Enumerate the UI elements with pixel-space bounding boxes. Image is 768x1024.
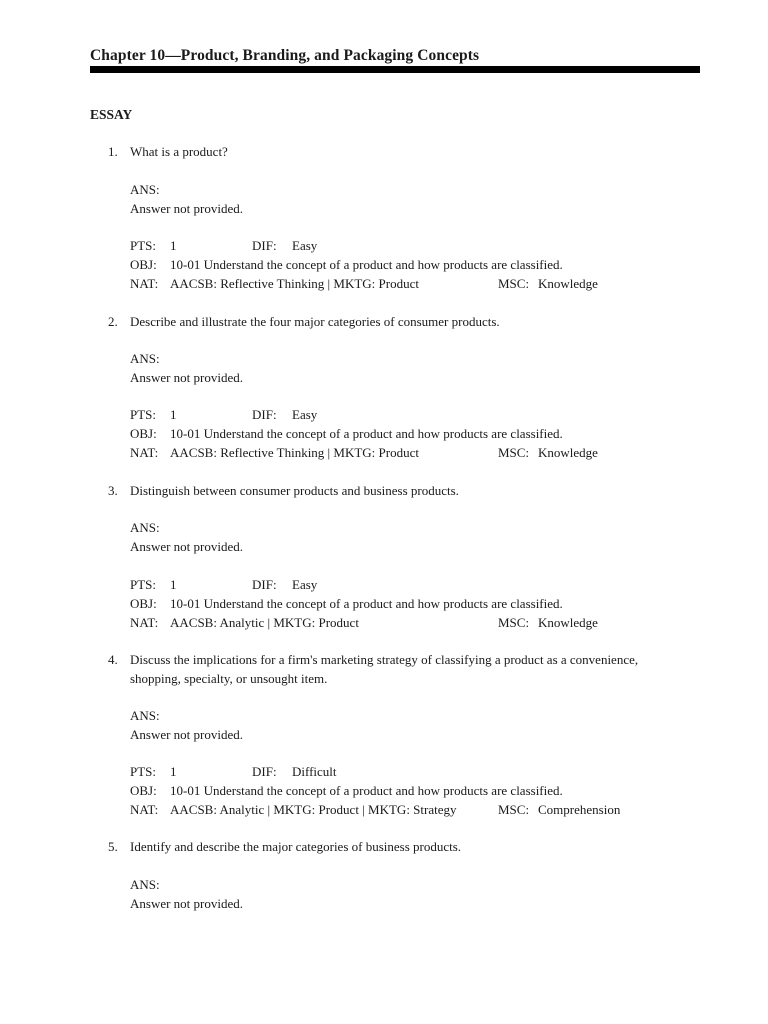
answer-text: Answer not provided.: [130, 896, 244, 911]
obj-label: OBJ:: [130, 426, 157, 441]
dif-value: Easy: [292, 407, 318, 422]
answer-text: Answer not provided.: [130, 539, 244, 554]
msc-label: MSC:: [498, 802, 530, 817]
nat-label: NAT:: [130, 276, 159, 291]
nat-label: NAT:: [130, 802, 159, 817]
question-text-line: What is a product?: [130, 144, 228, 159]
answer-text: Answer not provided.: [130, 370, 244, 385]
msc-label: MSC:: [498, 276, 530, 291]
dif-label: DIF:: [252, 238, 277, 253]
question-number: 1.: [108, 144, 118, 159]
nat-value: AACSB: Analytic | MKTG: Product | MKTG: Strategy: [170, 802, 457, 817]
dif-value: Easy: [292, 238, 318, 253]
msc-label: MSC:: [498, 445, 530, 460]
msc-value: Knowledge: [538, 615, 598, 630]
obj-label: OBJ:: [130, 257, 157, 272]
nat-value: AACSB: Reflective Thinking | MKTG: Product: [170, 276, 419, 291]
nat-value: AACSB: Reflective Thinking | MKTG: Product: [170, 445, 419, 460]
ans-label: ANS:: [130, 877, 160, 892]
dif-label: DIF:: [252, 577, 277, 592]
question-number: 4.: [108, 652, 118, 667]
ans-label: ANS:: [130, 520, 160, 535]
question-number: 3.: [108, 483, 118, 498]
pts-label: PTS:: [130, 238, 157, 253]
pts-label: PTS:: [130, 407, 157, 422]
pts-value: 1: [170, 407, 177, 422]
dif-label: DIF:: [252, 764, 277, 779]
ans-label: ANS:: [130, 708, 160, 723]
question-text: [130, 143, 675, 162]
obj-value: 10-01 Understand the concept of a product and how products are classified.: [170, 257, 563, 272]
obj-label: OBJ:: [130, 596, 157, 611]
question-text-line: Describe and illustrate the four major categories of consumer products.: [130, 314, 500, 329]
dif-label: DIF:: [252, 407, 277, 422]
question-number: 2.: [108, 314, 118, 329]
question-text-line: Identify and describe the major categories of business products.: [130, 839, 462, 854]
ans-label: ANS:: [130, 182, 160, 197]
question-text-line: shopping, specialty, or unsought item.: [130, 670, 328, 686]
answer-text: Answer not provided.: [130, 727, 244, 742]
obj-value: 10-01 Understand the concept of a product and how products are classified.: [170, 596, 563, 611]
msc-value: Knowledge: [538, 276, 598, 291]
nat-label: NAT:: [130, 615, 159, 630]
dif-value: Difficult: [292, 764, 337, 779]
obj-value: 10-01 Understand the concept of a product and how products are classified.: [170, 426, 563, 441]
pts-label: PTS:: [130, 764, 157, 779]
section-heading: ESSAY: [90, 107, 133, 122]
ans-label: ANS:: [130, 351, 160, 366]
pts-value: 1: [170, 577, 177, 592]
obj-label: OBJ:: [130, 783, 157, 798]
pts-label: PTS:: [130, 577, 157, 592]
nat-label: NAT:: [130, 445, 159, 460]
question-text: [130, 651, 675, 688]
obj-value: 10-01 Understand the concept of a product and how products are classified.: [170, 783, 563, 798]
pts-value: 1: [170, 238, 177, 253]
answer-text: Answer not provided.: [130, 201, 244, 216]
msc-value: Comprehension: [538, 802, 621, 817]
question-text: [130, 838, 675, 857]
question-text: [130, 313, 675, 332]
title-rule: [90, 66, 700, 73]
nat-value: AACSB: Analytic | MKTG: Product: [170, 615, 359, 630]
msc-label: MSC:: [498, 615, 530, 630]
question-text: [130, 482, 675, 501]
question-text-line: Distinguish between consumer products and business products.: [130, 483, 459, 498]
chapter-title: Chapter 10—Product, Branding, and Packaging Concepts: [90, 47, 480, 64]
dif-value: Easy: [292, 577, 318, 592]
msc-value: Knowledge: [538, 445, 598, 460]
question-text-line: Discuss the implications for a firm's marketing strategy of classifying a product as a convenience,: [130, 652, 639, 667]
question-number: 5.: [108, 839, 118, 854]
pts-value: 1: [170, 764, 177, 779]
